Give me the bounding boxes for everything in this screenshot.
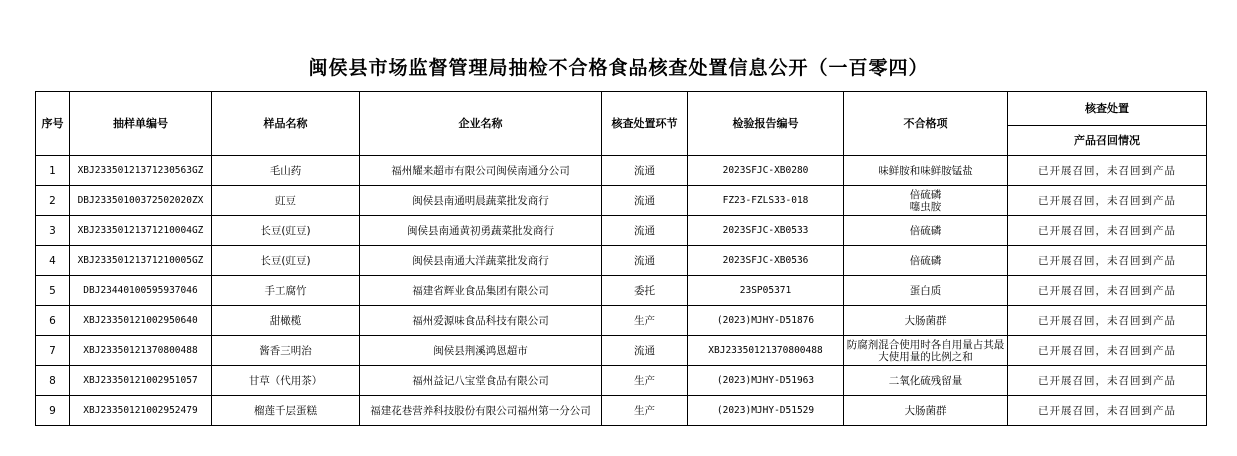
- cell-sample-no: XBJ23350121371210004GZ: [70, 216, 212, 246]
- cell-failed-item: 味鲜胺和味鲜胺锰盐: [844, 156, 1008, 186]
- cell-recall: 已开展召回，未召回到产品: [1008, 276, 1207, 306]
- cell-company: 福州益记八宝堂食品有限公司: [360, 366, 602, 396]
- table-row: [36, 336, 1207, 366]
- cell-recall: 已开展召回，未召回到产品: [1008, 246, 1207, 276]
- cell-company: 闽侯县南通大洋蔬菜批发商行: [360, 246, 602, 276]
- cell-recall: 已开展召回，未召回到产品: [1008, 306, 1207, 336]
- cell-seq: 5: [36, 276, 70, 306]
- cell-failed-item: 倍硫磷: [844, 246, 1008, 276]
- cell-sample-name: 长豆(豇豆): [212, 216, 360, 246]
- cell-stage: 流通: [602, 336, 688, 366]
- cell-failed-item: 防腐剂混合使用时各自用量占其最大使用量的比例之和: [844, 336, 1008, 366]
- table-body: [36, 156, 1207, 426]
- cell-sample-no: XBJ23350121002952479: [70, 396, 212, 426]
- cell-seq: 8: [36, 366, 70, 396]
- cell-seq: 4: [36, 246, 70, 276]
- cell-failed-item: 二氧化硫残留量: [844, 366, 1008, 396]
- cell-stage: 流通: [602, 186, 688, 216]
- cell-company: 福建省辉业食品集团有限公司: [360, 276, 602, 306]
- cell-report-no: (2023)MJHY-D51963: [688, 366, 844, 396]
- table-row: [36, 216, 1207, 246]
- cell-sample-no: DBJ23350100372502020ZX: [70, 186, 212, 216]
- cell-report-no: FZ23-FZLS33-018: [688, 186, 844, 216]
- cell-company: 福建花巷营养科技股份有限公司福州第一分公司: [360, 396, 602, 426]
- header-failed-item: 不合格项: [844, 92, 1008, 156]
- cell-report-no: XBJ23350121370800488: [688, 336, 844, 366]
- cell-stage: 流通: [602, 216, 688, 246]
- table-row: [36, 186, 1207, 216]
- cell-stage: 委托: [602, 276, 688, 306]
- header-report-no: 检验报告编号: [688, 92, 844, 156]
- cell-sample-name: 毛山药: [212, 156, 360, 186]
- table-row: [36, 156, 1207, 186]
- cell-stage: 生产: [602, 306, 688, 336]
- cell-recall: 已开展召回，未召回到产品: [1008, 156, 1207, 186]
- cell-report-no: 23SP05371: [688, 276, 844, 306]
- table-row: [36, 396, 1207, 426]
- header-sample-no: 抽样单编号: [70, 92, 212, 156]
- cell-company: 福州耀来超市有限公司闽侯南通分公司: [360, 156, 602, 186]
- table-row: [36, 276, 1207, 306]
- cell-company: 福州爱源味食品科技有限公司: [360, 306, 602, 336]
- cell-sample-no: XBJ23350121371210005GZ: [70, 246, 212, 276]
- cell-failed-item: 倍硫磷 噻虫胺: [844, 186, 1008, 216]
- cell-sample-name: 酱香三明治: [212, 336, 360, 366]
- cell-sample-name: 长豆(豇豆): [212, 246, 360, 276]
- header-sample-name: 样品名称: [212, 92, 360, 156]
- cell-company: 闽侯县南通明晨蔬菜批发商行: [360, 186, 602, 216]
- cell-report-no: 2023SFJC-XB0533: [688, 216, 844, 246]
- cell-failed-item: 大肠菌群: [844, 396, 1008, 426]
- cell-stage: 生产: [602, 366, 688, 396]
- table-row: [36, 366, 1207, 396]
- cell-recall: 已开展召回，未召回到产品: [1008, 186, 1207, 216]
- cell-seq: 9: [36, 396, 70, 426]
- cell-failed-item: 蛋白质: [844, 276, 1008, 306]
- cell-stage: 流通: [602, 156, 688, 186]
- cell-sample-no: DBJ23440100595937046: [70, 276, 212, 306]
- header-seq: 序号: [36, 92, 70, 156]
- cell-report-no: (2023)MJHY-D51529: [688, 396, 844, 426]
- cell-sample-name: 甜橄榄: [212, 306, 360, 336]
- cell-recall: 已开展召回，未召回到产品: [1008, 366, 1207, 396]
- cell-report-no: (2023)MJHY-D51876: [688, 306, 844, 336]
- cell-recall: 已开展召回，未召回到产品: [1008, 396, 1207, 426]
- cell-failed-item: 大肠菌群: [844, 306, 1008, 336]
- cell-sample-no: XBJ23350121002951057: [70, 366, 212, 396]
- inspection-table: [35, 91, 1207, 426]
- cell-recall: 已开展召回，未召回到产品: [1008, 336, 1207, 366]
- cell-stage: 流通: [602, 246, 688, 276]
- cell-seq: 2: [36, 186, 70, 216]
- cell-report-no: 2023SFJC-XB0280: [688, 156, 844, 186]
- cell-sample-name: 榴莲千层蛋糕: [212, 396, 360, 426]
- cell-seq: 7: [36, 336, 70, 366]
- table-row: [36, 246, 1207, 276]
- cell-company: 闽侯县荆溪鸿恩超市: [360, 336, 602, 366]
- cell-stage: 生产: [602, 396, 688, 426]
- table-row: [36, 306, 1207, 336]
- header-stage: 核查处置环节: [602, 92, 688, 156]
- header-recall: 产品召回情况: [1008, 126, 1207, 156]
- cell-sample-no: XBJ23350121371230563GZ: [70, 156, 212, 186]
- cell-company: 闽侯县南通黄初勇蔬菜批发商行: [360, 216, 602, 246]
- header-company: 企业名称: [360, 92, 602, 156]
- cell-seq: 3: [36, 216, 70, 246]
- cell-sample-name: 甘草（代用茶）: [212, 366, 360, 396]
- cell-failed-item: 倍硫磷: [844, 216, 1008, 246]
- cell-recall: 已开展召回，未召回到产品: [1008, 216, 1207, 246]
- header-handling: 核查处置: [1008, 92, 1207, 126]
- cell-report-no: 2023SFJC-XB0536: [688, 246, 844, 276]
- cell-sample-name: 豇豆: [212, 186, 360, 216]
- cell-seq: 6: [36, 306, 70, 336]
- cell-sample-no: XBJ23350121370800488: [70, 336, 212, 366]
- cell-seq: 1: [36, 156, 70, 186]
- cell-sample-no: XBJ23350121002950640: [70, 306, 212, 336]
- cell-sample-name: 手工腐竹: [212, 276, 360, 306]
- page-title: 闽侯县市场监督管理局抽检不合格食品核查处置信息公开（一百零四）: [308, 57, 929, 79]
